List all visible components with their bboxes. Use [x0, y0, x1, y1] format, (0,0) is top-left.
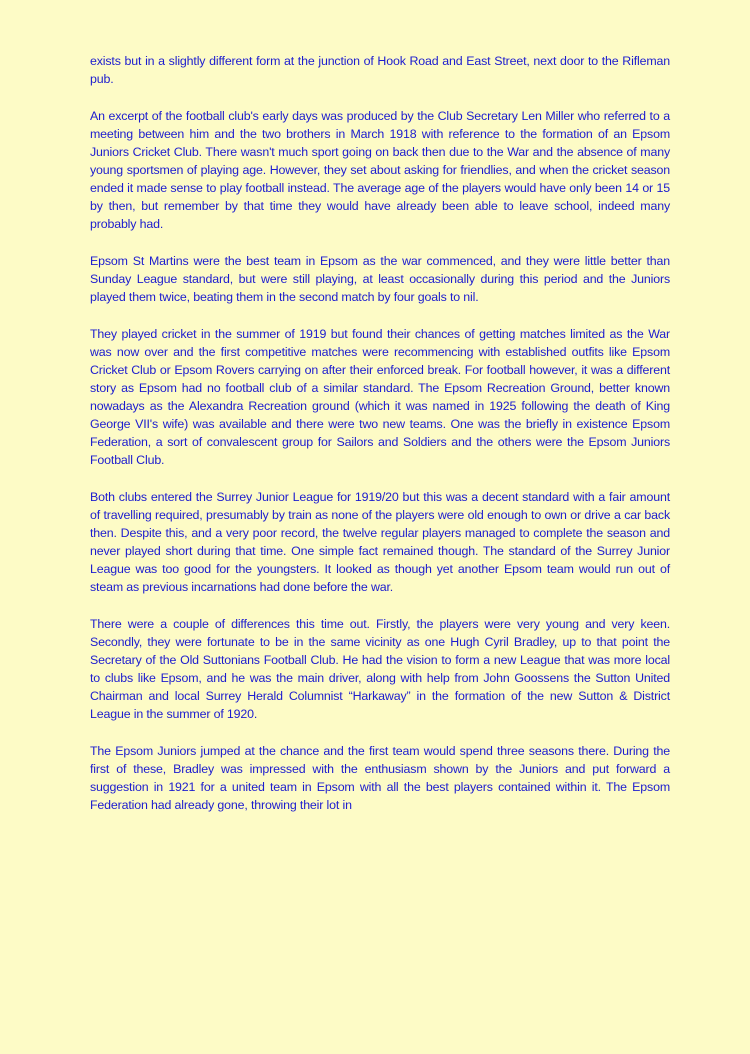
paragraph: Both clubs entered the Surrey Junior League for 1919/20 but this was a decent standard with a fair amount of travelling required, presumably by train as none of the players were old enough to own or drive a car back then. Despite this, and a very poor record, the twelve regular players managed to complete the season and never played short during that time. One simple fact remained though. The standard of the Surrey Junior League was too good for the youngsters. It looked as though yet another Epsom team would run out of steam as previous incarnations had done before the war. [90, 490, 670, 594]
paragraph: They played cricket in the summer of 1919 but found their chances of getting matches limited as the War was now over and the first competitive matches were recommencing with established outfits like Epsom Cricket Club or Epsom Rovers carrying on after their enforced break. For football however, it was a different story as Epsom had no football club of a similar standard. The Epsom Recreation Ground, better known nowadays as the Alexandra Recreation ground (which it was named in 1925 following the death of King George VII's wife) was available and there were two new teams. One was the briefly in existence Epsom Federation, a sort of convalescent group for Sailors and Soldiers and the others were the Epsom Juniors Football Club. [90, 327, 670, 467]
paragraph: An excerpt of the football club's early days was produced by the Club Secretary Len Miller who referred to a meeting between him and the two brothers in March 1918 with reference to the formation of an Epsom Juniors Cricket Club. There wasn't much sport going on back then due to the War and the absence of many young sportsmen of playing age. However, they set about asking for friendlies, and when the cricket season ended it made sense to play football instead. The average age of the players would have only been 14 or 15 by then, but remember by that time they would have already been able to leave school, indeed many probably had. [90, 109, 670, 231]
paragraph: There were a couple of differences this time out. Firstly, the players were very young and very keen. Secondly, they were fortunate to be in the same vicinity as one Hugh Cyril Bradley, up to that point the Secretary of the Old Suttonians Football Club. He had the vision to form a new League that was more local to clubs like Epsom, and he was the main driver, along with help from John Goossens the Sutton United Chairman and local Surrey Herald Columnist “Harkaway” in the formation of the new Sutton & District League in the summer of 1920. [90, 617, 670, 721]
document-page [90, 53, 670, 834]
paragraph: The Epsom Juniors jumped at the chance and the first team would spend three seasons there. During the first of these, Bradley was impressed with the enthusiasm shown by the Juniors and put forward a suggestion in 1921 for a united team in Epsom with all the best players contained within it. The Epsom Federation had already gone, throwing their lot in [90, 744, 670, 812]
paragraph: Epsom St Martins were the best team in Epsom as the war commenced, and they were little better than Sunday League standard, but were still playing, at least occasionally during this period and the Juniors played them twice, beating them in the second match by four goals to nil. [90, 254, 670, 304]
paragraph: exists but in a slightly different form at the junction of Hook Road and East Street, next door to the Rifleman pub. [90, 54, 670, 86]
